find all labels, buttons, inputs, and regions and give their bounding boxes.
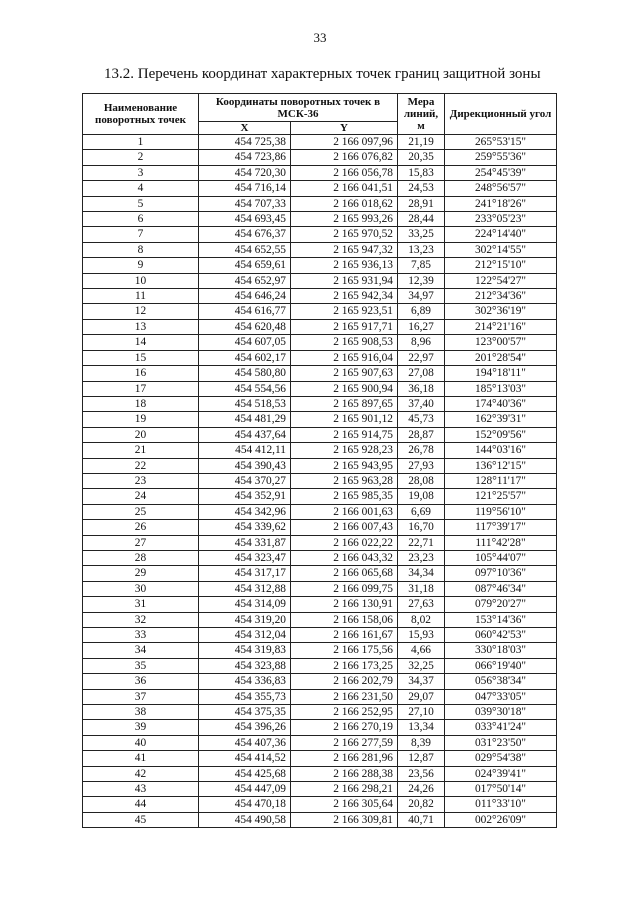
cell-length: 20,82: [398, 797, 445, 812]
table-row: [83, 705, 557, 720]
table-row: [83, 782, 557, 797]
cell-point-number: 30: [83, 581, 199, 596]
cell-length: 4,66: [398, 643, 445, 658]
cell-length: 15,83: [398, 165, 445, 180]
cell-x: 454 339,62: [199, 520, 291, 535]
table-row: [83, 766, 557, 781]
cell-angle: 224°14'40": [445, 227, 557, 242]
cell-x: 454 331,87: [199, 535, 291, 550]
table-row: [83, 612, 557, 627]
cell-x: 454 490,58: [199, 812, 291, 827]
cell-angle: 024°39'41": [445, 766, 557, 781]
cell-angle: 002°26'09": [445, 812, 557, 827]
cell-x: 454 312,04: [199, 628, 291, 643]
table-row: [83, 412, 557, 427]
cell-x: 454 607,05: [199, 335, 291, 350]
cell-angle: 117°39'17": [445, 520, 557, 535]
cell-length: 33,25: [398, 227, 445, 242]
cell-length: 34,34: [398, 566, 445, 581]
cell-y: 2 165 908,53: [291, 335, 398, 350]
cell-x: 454 323,88: [199, 658, 291, 673]
cell-y: 2 165 931,94: [291, 273, 398, 288]
table-row: [83, 735, 557, 750]
cell-y: 2 166 298,21: [291, 782, 398, 797]
table-row: [83, 443, 557, 458]
cell-point-number: 13: [83, 319, 199, 334]
table-row: [83, 489, 557, 504]
header-x: X: [199, 122, 291, 135]
table-row: [83, 304, 557, 319]
cell-angle: 330°18'03": [445, 643, 557, 658]
cell-angle: 011°33'10": [445, 797, 557, 812]
cell-length: 29,07: [398, 689, 445, 704]
cell-point-number: 3: [83, 165, 199, 180]
cell-point-number: 20: [83, 427, 199, 442]
cell-length: 22,71: [398, 535, 445, 550]
cell-x: 454 412,11: [199, 443, 291, 458]
cell-x: 454 336,83: [199, 674, 291, 689]
cell-y: 2 166 001,63: [291, 504, 398, 519]
cell-length: 19,08: [398, 489, 445, 504]
cell-length: 34,97: [398, 289, 445, 304]
cell-length: 22,97: [398, 350, 445, 365]
cell-x: 454 693,45: [199, 212, 291, 227]
cell-point-number: 42: [83, 766, 199, 781]
cell-length: 23,56: [398, 766, 445, 781]
table-row: [83, 427, 557, 442]
cell-angle: 056°38'34": [445, 674, 557, 689]
cell-x: 454 481,29: [199, 412, 291, 427]
cell-y: 2 165 928,23: [291, 443, 398, 458]
cell-length: 27,08: [398, 366, 445, 381]
cell-x: 454 319,20: [199, 612, 291, 627]
cell-length: 27,10: [398, 705, 445, 720]
cell-x: 454 314,09: [199, 597, 291, 612]
cell-length: 13,34: [398, 720, 445, 735]
table-row: [83, 812, 557, 827]
cell-point-number: 33: [83, 628, 199, 643]
cell-x: 454 518,53: [199, 396, 291, 411]
cell-x: 454 723,86: [199, 150, 291, 165]
cell-point-number: 24: [83, 489, 199, 504]
cell-x: 454 620,48: [199, 319, 291, 334]
cell-point-number: 44: [83, 797, 199, 812]
cell-angle: 039°30'18": [445, 705, 557, 720]
cell-length: 28,87: [398, 427, 445, 442]
cell-y: 2 166 175,56: [291, 643, 398, 658]
cell-length: 40,71: [398, 812, 445, 827]
cell-x: 454 646,24: [199, 289, 291, 304]
cell-angle: 111°42'28": [445, 535, 557, 550]
table-row: [83, 165, 557, 180]
cell-x: 454 470,18: [199, 797, 291, 812]
cell-point-number: 16: [83, 366, 199, 381]
cell-point-number: 39: [83, 720, 199, 735]
cell-angle: 136°12'15": [445, 458, 557, 473]
cell-angle: 017°50'14": [445, 782, 557, 797]
cell-x: 454 370,27: [199, 473, 291, 488]
cell-x: 454 355,73: [199, 689, 291, 704]
cell-point-number: 9: [83, 258, 199, 273]
cell-angle: 302°36'19": [445, 304, 557, 319]
table-row: [83, 581, 557, 596]
cell-point-number: 34: [83, 643, 199, 658]
cell-x: 454 580,80: [199, 366, 291, 381]
cell-angle: 060°42'53": [445, 628, 557, 643]
cell-point-number: 15: [83, 350, 199, 365]
cell-x: 454 407,36: [199, 735, 291, 750]
cell-length: 32,25: [398, 658, 445, 673]
cell-x: 454 323,47: [199, 550, 291, 565]
table-row: [83, 628, 557, 643]
cell-x: 454 720,30: [199, 165, 291, 180]
cell-angle: 212°15'10": [445, 258, 557, 273]
cell-angle: 097°10'36": [445, 566, 557, 581]
table-row: [83, 366, 557, 381]
cell-length: 6,69: [398, 504, 445, 519]
cell-point-number: 4: [83, 181, 199, 196]
cell-length: 6,89: [398, 304, 445, 319]
cell-angle: 174°40'36": [445, 396, 557, 411]
cell-x: 454 390,43: [199, 458, 291, 473]
cell-y: 2 166 041,51: [291, 181, 398, 196]
table-row: [83, 674, 557, 689]
cell-x: 454 676,37: [199, 227, 291, 242]
cell-point-number: 17: [83, 381, 199, 396]
cell-x: 454 616,77: [199, 304, 291, 319]
cell-y: 2 166 076,82: [291, 150, 398, 165]
table-row: [83, 535, 557, 550]
cell-length: 12,87: [398, 751, 445, 766]
cell-y: 2 166 305,64: [291, 797, 398, 812]
cell-angle: 033°41'24": [445, 720, 557, 735]
cell-y: 2 166 097,96: [291, 135, 398, 150]
cell-point-number: 26: [83, 520, 199, 535]
cell-point-number: 1: [83, 135, 199, 150]
cell-length: 45,73: [398, 412, 445, 427]
cell-length: 8,39: [398, 735, 445, 750]
table-row: [83, 196, 557, 211]
cell-point-number: 11: [83, 289, 199, 304]
cell-y: 2 165 916,04: [291, 350, 398, 365]
cell-x: 454 352,91: [199, 489, 291, 504]
cell-angle: 031°23'50": [445, 735, 557, 750]
cell-point-number: 32: [83, 612, 199, 627]
cell-y: 2 165 947,32: [291, 242, 398, 257]
cell-x: 454 716,14: [199, 181, 291, 196]
cell-y: 2 166 270,19: [291, 720, 398, 735]
cell-length: 28,08: [398, 473, 445, 488]
cell-angle: 079°20'27": [445, 597, 557, 612]
cell-length: 28,91: [398, 196, 445, 211]
cell-point-number: 37: [83, 689, 199, 704]
table-row: [83, 566, 557, 581]
cell-x: 454 602,17: [199, 350, 291, 365]
table-row: [83, 135, 557, 150]
cell-length: 27,93: [398, 458, 445, 473]
cell-angle: 241°18'26": [445, 196, 557, 211]
cell-length: 31,18: [398, 581, 445, 596]
cell-point-number: 38: [83, 705, 199, 720]
cell-y: 2 165 943,95: [291, 458, 398, 473]
cell-point-number: 22: [83, 458, 199, 473]
cell-point-number: 31: [83, 597, 199, 612]
cell-x: 454 396,26: [199, 720, 291, 735]
cell-point-number: 23: [83, 473, 199, 488]
table-row: [83, 150, 557, 165]
table-row: [83, 689, 557, 704]
cell-x: 454 652,97: [199, 273, 291, 288]
table-row: [83, 242, 557, 257]
header-point-name: Наименование поворотных точек: [83, 94, 199, 135]
coordinates-table: [82, 93, 557, 828]
cell-angle: 248°56'57": [445, 181, 557, 196]
cell-x: 454 375,35: [199, 705, 291, 720]
cell-length: 20,35: [398, 150, 445, 165]
cell-point-number: 35: [83, 658, 199, 673]
cell-point-number: 43: [83, 782, 199, 797]
cell-point-number: 2: [83, 150, 199, 165]
cell-point-number: 7: [83, 227, 199, 242]
cell-y: 2 166 161,67: [291, 628, 398, 643]
cell-length: 16,70: [398, 520, 445, 535]
cell-y: 2 165 942,34: [291, 289, 398, 304]
cell-x: 454 317,17: [199, 566, 291, 581]
cell-angle: 128°11'17": [445, 473, 557, 488]
table-row: [83, 273, 557, 288]
cell-y: 2 166 288,38: [291, 766, 398, 781]
cell-y: 2 165 907,63: [291, 366, 398, 381]
cell-length: 21,19: [398, 135, 445, 150]
cell-angle: 185°13'03": [445, 381, 557, 396]
cell-y: 2 165 897,65: [291, 396, 398, 411]
cell-x: 454 659,61: [199, 258, 291, 273]
cell-point-number: 19: [83, 412, 199, 427]
cell-y: 2 165 914,75: [291, 427, 398, 442]
cell-angle: 122°54'27": [445, 273, 557, 288]
cell-y: 2 165 993,26: [291, 212, 398, 227]
cell-length: 7,85: [398, 258, 445, 273]
cell-point-number: 41: [83, 751, 199, 766]
cell-angle: 066°19'40": [445, 658, 557, 673]
cell-length: 15,93: [398, 628, 445, 643]
cell-point-number: 6: [83, 212, 199, 227]
table-row: [83, 350, 557, 365]
cell-angle: 153°14'36": [445, 612, 557, 627]
cell-angle: 144°03'16": [445, 443, 557, 458]
cell-point-number: 45: [83, 812, 199, 827]
header-y: Y: [291, 122, 398, 135]
table-row: [83, 550, 557, 565]
cell-angle: 259°55'36": [445, 150, 557, 165]
cell-y: 2 166 130,91: [291, 597, 398, 612]
cell-y: 2 165 900,94: [291, 381, 398, 396]
cell-angle: 152°09'56": [445, 427, 557, 442]
table-row: [83, 720, 557, 735]
cell-angle: 233°05'23": [445, 212, 557, 227]
table-row: [83, 212, 557, 227]
cell-y: 2 166 099,75: [291, 581, 398, 596]
cell-y: 2 166 018,62: [291, 196, 398, 211]
cell-point-number: 10: [83, 273, 199, 288]
cell-point-number: 25: [83, 504, 199, 519]
table-row: [83, 458, 557, 473]
table-row: [83, 504, 557, 519]
cell-length: 26,78: [398, 443, 445, 458]
cell-y: 2 166 309,81: [291, 812, 398, 827]
cell-angle: 047°33'05": [445, 689, 557, 704]
cell-x: 454 652,55: [199, 242, 291, 257]
cell-point-number: 29: [83, 566, 199, 581]
cell-point-number: 18: [83, 396, 199, 411]
cell-point-number: 36: [83, 674, 199, 689]
cell-y: 2 165 901,12: [291, 412, 398, 427]
cell-point-number: 27: [83, 535, 199, 550]
cell-length: 12,39: [398, 273, 445, 288]
cell-y: 2 166 231,50: [291, 689, 398, 704]
table-row: [83, 381, 557, 396]
cell-point-number: 8: [83, 242, 199, 257]
cell-y: 2 166 252,95: [291, 705, 398, 720]
table-row: [83, 473, 557, 488]
table-row: [83, 751, 557, 766]
cell-angle: 212°34'36": [445, 289, 557, 304]
cell-length: 8,96: [398, 335, 445, 350]
cell-y: 2 166 056,78: [291, 165, 398, 180]
header-coords-group: Координаты поворотных точек в МСК-36: [199, 94, 398, 122]
cell-y: 2 166 202,79: [291, 674, 398, 689]
cell-length: 27,63: [398, 597, 445, 612]
cell-y: 2 166 158,06: [291, 612, 398, 627]
cell-angle: 105°44'07": [445, 550, 557, 565]
cell-point-number: 14: [83, 335, 199, 350]
cell-length: 8,02: [398, 612, 445, 627]
cell-y: 2 166 277,59: [291, 735, 398, 750]
cell-y: 2 166 022,22: [291, 535, 398, 550]
cell-length: 28,44: [398, 212, 445, 227]
cell-x: 454 437,64: [199, 427, 291, 442]
cell-angle: 123°00'57": [445, 335, 557, 350]
cell-angle: 121°25'57": [445, 489, 557, 504]
section-title: 13.2. Перечень координат характерных точек границ защитной зоны: [104, 66, 541, 82]
cell-angle: 254°45'39": [445, 165, 557, 180]
cell-angle: 302°14'55": [445, 242, 557, 257]
cell-angle: 265°53'15": [445, 135, 557, 150]
cell-point-number: 40: [83, 735, 199, 750]
cell-y: 2 166 281,96: [291, 751, 398, 766]
table-row: [83, 643, 557, 658]
table-body: [83, 135, 557, 828]
table-row: [83, 335, 557, 350]
cell-y: 2 165 917,71: [291, 319, 398, 334]
cell-angle: 029°54'38": [445, 751, 557, 766]
cell-y: 2 165 936,13: [291, 258, 398, 273]
cell-x: 454 342,96: [199, 504, 291, 519]
cell-angle: 087°46'34": [445, 581, 557, 596]
cell-y: 2 166 007,43: [291, 520, 398, 535]
cell-length: 36,18: [398, 381, 445, 396]
table-row: [83, 797, 557, 812]
header-angle: Дирекционный угол: [445, 94, 557, 135]
cell-y: 2 165 985,35: [291, 489, 398, 504]
cell-x: 454 725,38: [199, 135, 291, 150]
cell-x: 454 447,09: [199, 782, 291, 797]
cell-angle: 119°56'10": [445, 504, 557, 519]
cell-length: 24,53: [398, 181, 445, 196]
cell-x: 454 554,56: [199, 381, 291, 396]
table-row: [83, 258, 557, 273]
cell-y: 2 165 923,51: [291, 304, 398, 319]
table-row: [83, 289, 557, 304]
cell-length: 23,23: [398, 550, 445, 565]
cell-length: 34,37: [398, 674, 445, 689]
cell-x: 454 319,83: [199, 643, 291, 658]
cell-length: 16,27: [398, 319, 445, 334]
cell-y: 2 165 963,28: [291, 473, 398, 488]
cell-point-number: 12: [83, 304, 199, 319]
cell-x: 454 414,52: [199, 751, 291, 766]
cell-y: 2 165 970,52: [291, 227, 398, 242]
cell-angle: 214°21'16": [445, 319, 557, 334]
cell-point-number: 28: [83, 550, 199, 565]
cell-y: 2 166 065,68: [291, 566, 398, 581]
cell-length: 24,26: [398, 782, 445, 797]
table-row: [83, 181, 557, 196]
header-length: Мера линий, м: [398, 94, 445, 135]
cell-length: 13,23: [398, 242, 445, 257]
cell-point-number: 21: [83, 443, 199, 458]
cell-x: 454 425,68: [199, 766, 291, 781]
cell-y: 2 166 043,32: [291, 550, 398, 565]
table-row: [83, 319, 557, 334]
table-row: [83, 597, 557, 612]
cell-point-number: 5: [83, 196, 199, 211]
cell-angle: 194°18'11": [445, 366, 557, 381]
table-row: [83, 396, 557, 411]
page-number: 33: [313, 30, 327, 45]
cell-angle: 201°28'54": [445, 350, 557, 365]
cell-angle: 162°39'31": [445, 412, 557, 427]
cell-y: 2 166 173,25: [291, 658, 398, 673]
cell-x: 454 707,33: [199, 196, 291, 211]
table-row: [83, 658, 557, 673]
cell-length: 37,40: [398, 396, 445, 411]
table-row: [83, 227, 557, 242]
table-row: [83, 520, 557, 535]
cell-x: 454 312,88: [199, 581, 291, 596]
